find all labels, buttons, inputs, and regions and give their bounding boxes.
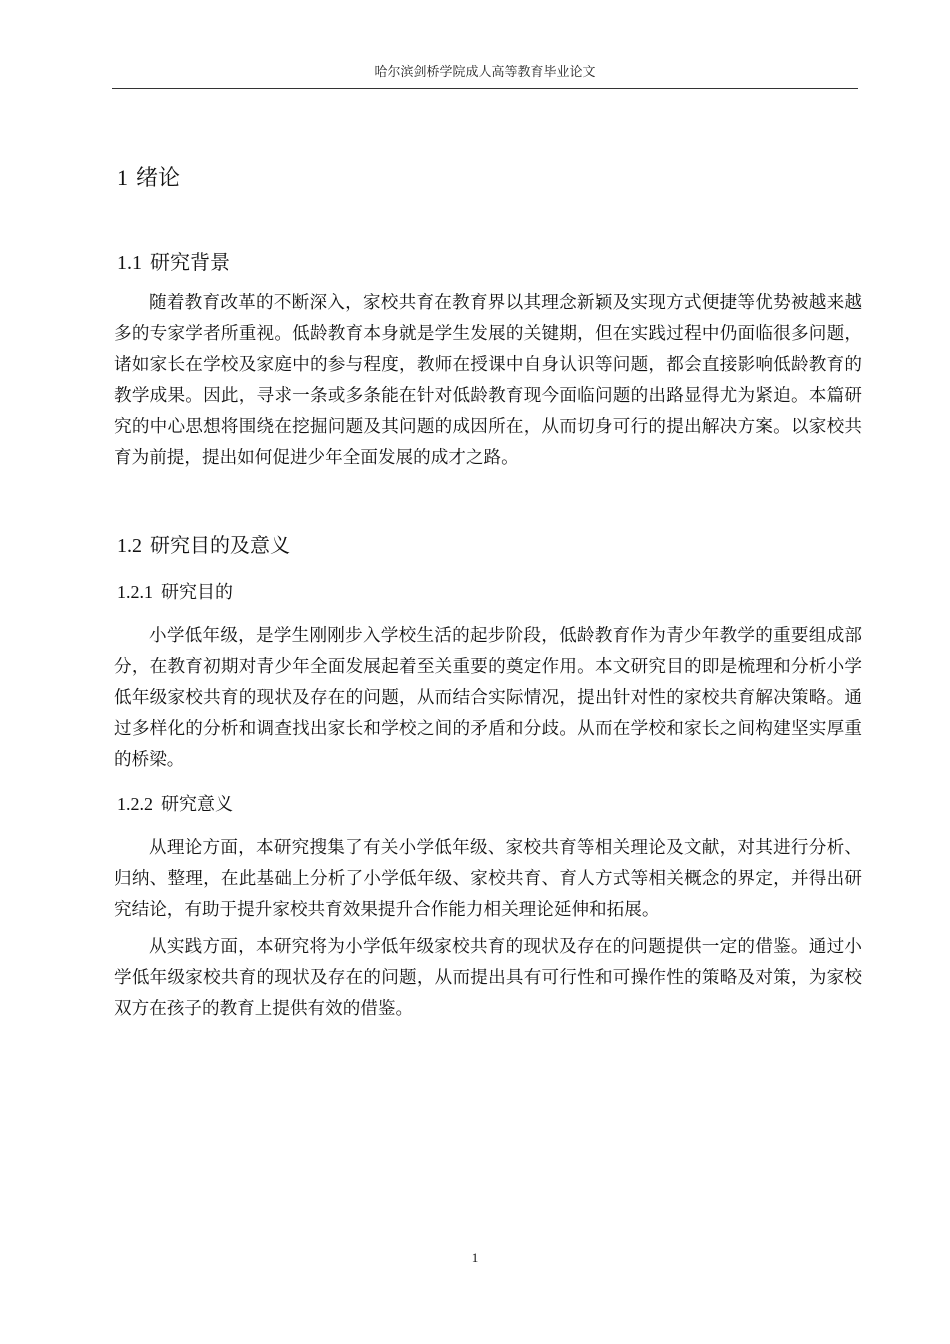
subsection-heading-1-2-1 (117, 578, 233, 607)
page-number: 1 (471, 1250, 479, 1265)
section-heading-1-1 (117, 247, 230, 278)
paragraph-research-significance-practice: 从实践方面，本研究将为小学低年级家校共育的现状及存在的问题提供一定的借鉴。通过小学低年级家校共育的现状及存在的问题，从而提出具有可行性和可操作性的策略及对策，为家校双方在孩子的教育上提供有效的借鉴。 (114, 937, 862, 1019)
subsection-title: 研究意义 (161, 794, 233, 815)
subsection-title: 研究目的 (161, 582, 233, 603)
section-title: 研究目的及意义 (150, 533, 290, 557)
section-heading-1-2 (117, 530, 290, 561)
subsection-heading-1-2-2 (117, 790, 233, 819)
chapter-title (117, 162, 180, 195)
section-number: 1.1 (117, 252, 142, 274)
subsection-number: 1.2.2 (117, 794, 153, 814)
section-title: 研究背景 (150, 250, 230, 274)
paragraph-research-significance-theory: 从理论方面，本研究搜集了有关小学低年级、家校共育等相关理论及文献，对其进行分析、归纳、整理，在此基础上分析了小学低年级、家校共育、育人方式等相关概念的界定，并得出研究结论，有助于提升家校共育效果提升合作能力相关理论延伸和拓展。 (114, 838, 862, 920)
paragraph-research-purpose: 小学低年级，是学生刚刚步入学校生活的起步阶段，低龄教育作为青少年教学的重要组成部分，在教育初期对青少年全面发展起着至关重要的奠定作用。本文研究目的即是梳理和分析小学低年级家校共育的现状及存在的问题，从而结合实际情况，提出针对性的家校共育解决策略。通过多样化的分析和调查找出家长和学校之间的矛盾和分歧。从而在学校和家长之间构建坚实厚重的桥梁。 (114, 626, 862, 770)
header-divider (112, 88, 858, 89)
chapter-number: 1 (117, 165, 128, 190)
chapter-title-text: 绪论 (136, 166, 181, 191)
subsection-number: 1.2.1 (117, 582, 153, 602)
paragraph-research-background: 随着教育改革的不断深入，家校共育在教育界以其理念新颖及实现方式便捷等优势被越来越多的专家学者所重视。低龄教育本身就是学生发展的关键期，但在实践过程中仍面临很多问题，诸如家长在学校及家庭中的参与程度，教师在授课中自身认识等问题，都会直接影响低龄教育的教学成果。因此，寻求一条或多条能在针对低龄教育现今面临问题的出路显得尤为紧迫。本篇研究的中心思想将围绕在挖掘问题及其问题的成因所在，从而切身可行的提出解决方案。以家校共育为前提，提出如何促进少年全面发展的成才之路。 (114, 293, 862, 468)
section-number: 1.2 (117, 535, 142, 557)
running-header: 哈尔滨剑桥学院成人高等教育毕业论文 (374, 65, 596, 80)
